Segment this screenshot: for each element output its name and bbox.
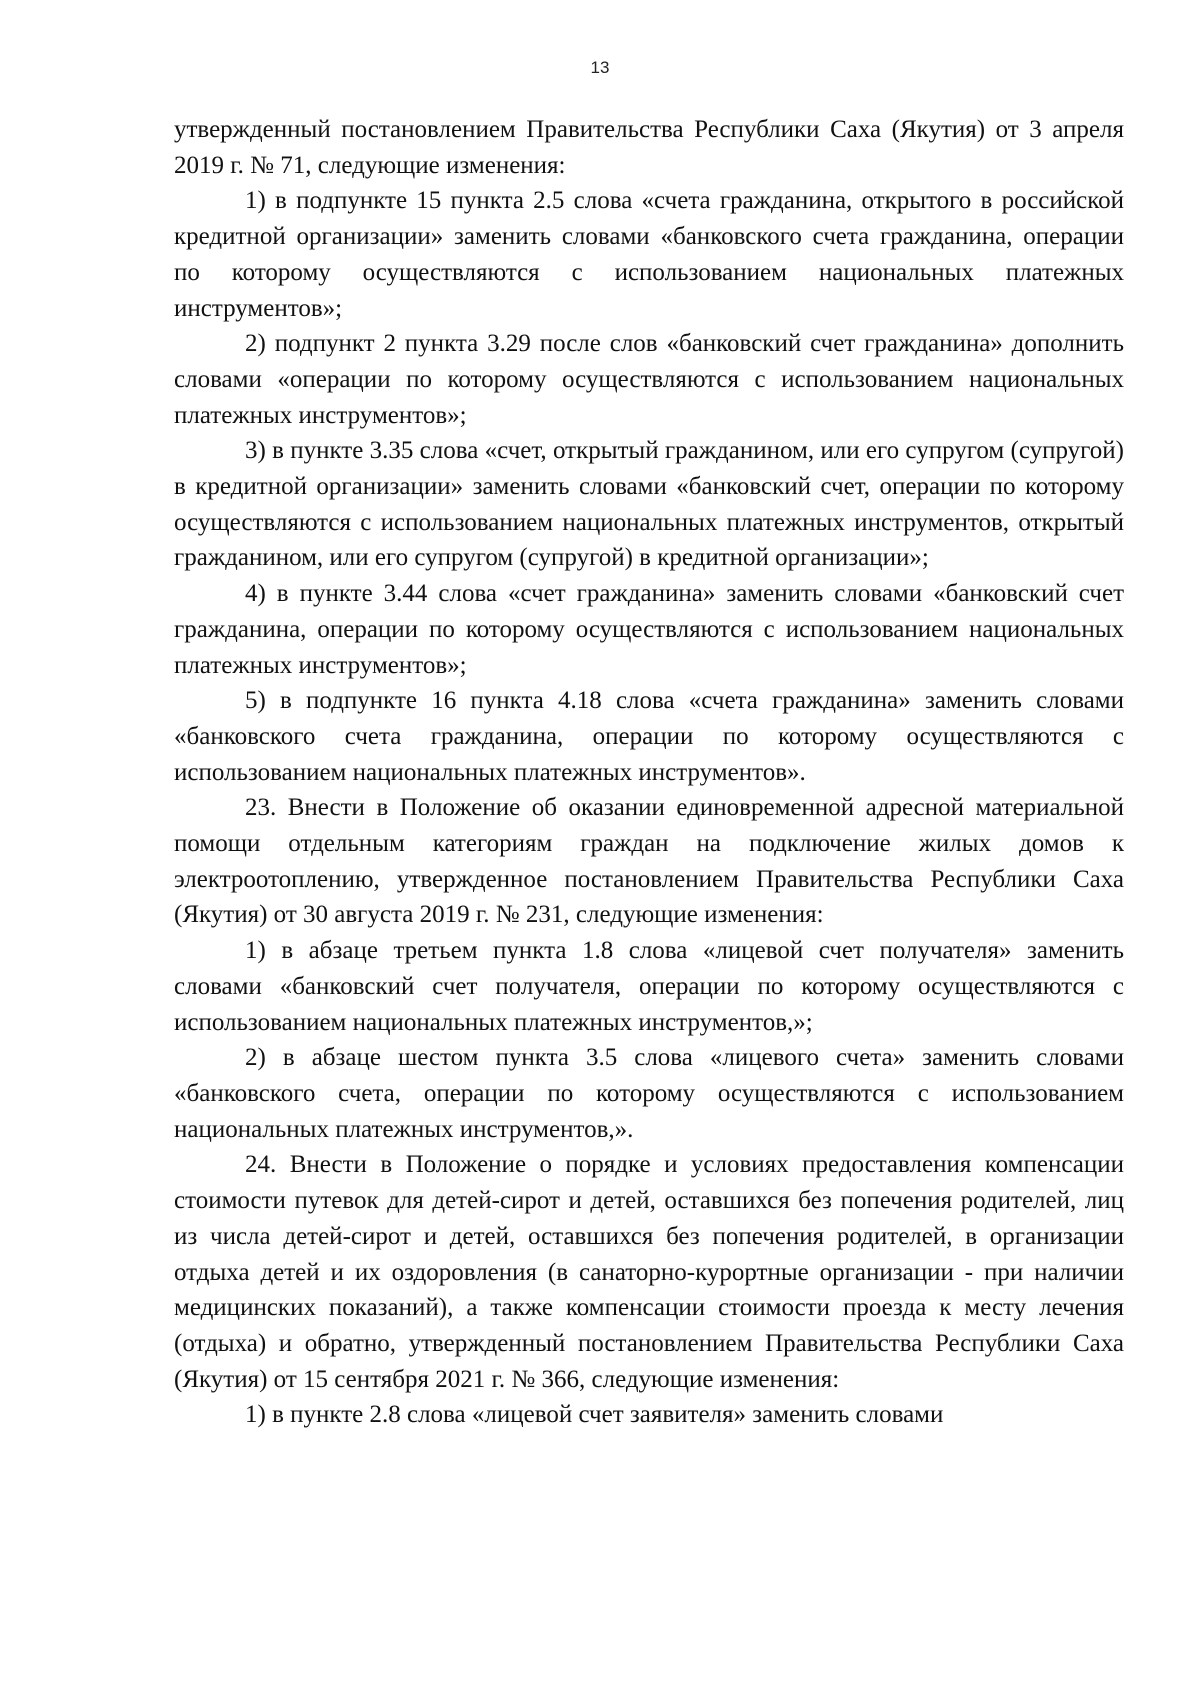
paragraph-item-3: 3) в пункте 3.35 слова «счет, открытый гражданином, или его супругом (супругой) в кредитной организации» заменить словами «банковский счет, операции по которому осуществляются с использованием национальных платежных инструментов, открытый гражданином, или его супругом (супругой) в кредитной организации»; bbox=[174, 437, 1124, 572]
paragraph-item-5: 5) в подпункте 16 пункта 4.18 слова «счета гражданина» заменить словами «банковского счета гражданина, операции по которому осуществляются с использованием национальных платежных инструментов». bbox=[174, 687, 1124, 786]
paragraph-section-24: 24. Внести в Положение о порядке и условиях предоставления компенсации стоимости путевок для детей-сирот и детей, оставшихся без попечения родителей, лиц из числа детей-сирот и детей, оставшихся без попечения родителей, в организации отдыха детей и их оздоровления (в санаторно-курортные организации - при наличии медицинских показаний), а также компенсации стоимости проезда к месту лечения (отдыха) и обратно, утвержденный постановлением Правительства Республики Саха (Якутия) от 15 сентября 2021 г. № 366, следующие изменения: bbox=[174, 1151, 1124, 1393]
paragraph-item-1: 1) в подпункте 15 пункта 2.5 слова «счета гражданина, открытого в российской кредитной организации» заменить словами «банковского счета гражданина, операции по которому осуществляются с использованием национальных платежных инструментов»; bbox=[174, 187, 1124, 322]
paragraph-section-23-item-2: 2) в абзаце шестом пункта 3.5 слова «лицевого счета» заменить словами «банковского счета, операции по которому осуществляются с использованием национальных платежных инструментов,». bbox=[174, 1044, 1124, 1143]
paragraph-section-24-item-1: 1) в пункте 2.8 слова «лицевой счет заявителя» заменить словами bbox=[245, 1401, 944, 1429]
paragraph-continuation: утвержденный постановлением Правительства Республики Саха (Якутия) от 3 апреля 2019 г. № 71, следующие изменения: bbox=[174, 116, 1124, 179]
page-number: 13 bbox=[590, 58, 610, 77]
paragraph-section-23-item-1: 1) в абзаце третьем пункта 1.8 слова «лицевой счет получателя» заменить словами «банковский счет получателя, операции по которому осуществляются с использованием национальных платежных инструментов,»; bbox=[174, 937, 1124, 1036]
paragraph-item-4: 4) в пункте 3.44 слова «счет гражданина» заменить словами «банковский счет гражданина, операции по которому осуществляются с использованием национальных платежных инструментов»; bbox=[174, 580, 1124, 679]
document-body bbox=[174, 112, 1124, 1433]
paragraph-section-23: 23. Внести в Положение об оказании единовременной адресной материальной помощи отдельным категориям граждан на подключение жилых домов к электроотоплению, утвержденное постановлением Правительства Республики Саха (Якутия) от 30 августа 2019 г. № 231, следующие изменения: bbox=[174, 794, 1124, 929]
paragraph-item-2: 2) подпункт 2 пункта 3.29 после слов «банковский счет гражданина» дополнить словами «операции по которому осуществляются с использованием национальных платежных инструментов»; bbox=[174, 330, 1124, 429]
